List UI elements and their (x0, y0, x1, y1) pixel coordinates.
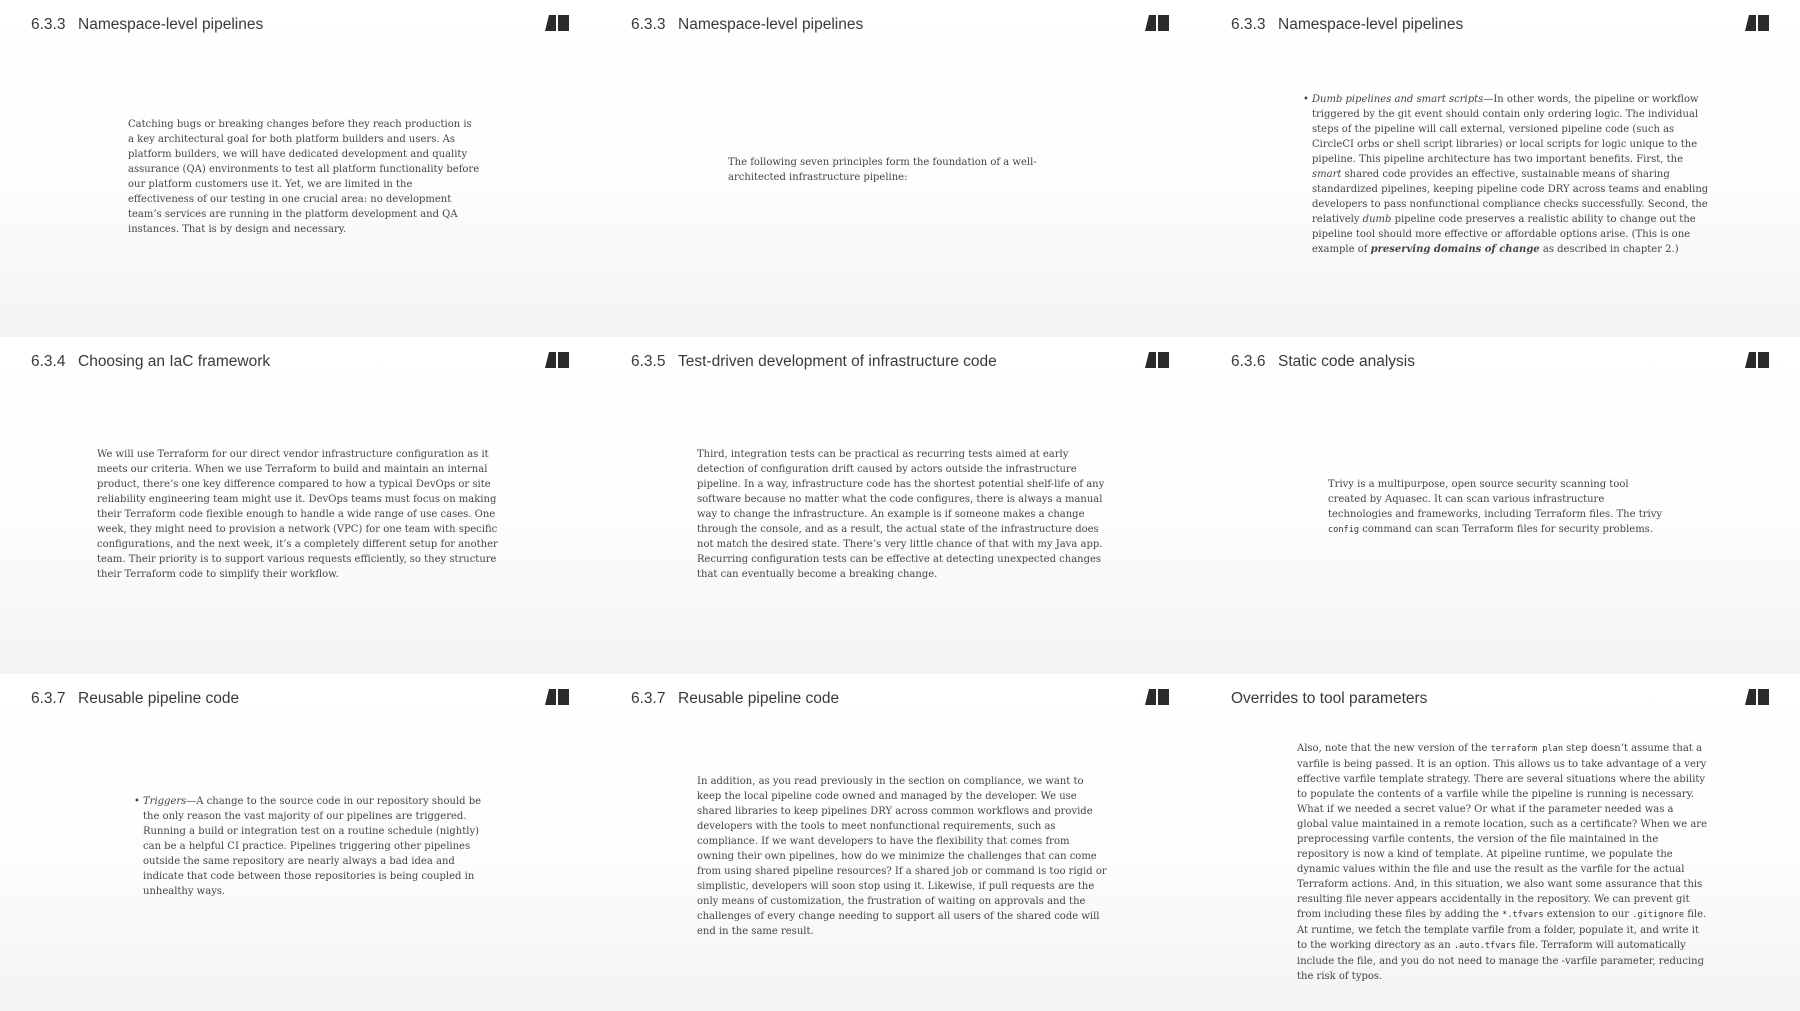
inline-code: terraform plan (1490, 744, 1563, 754)
card-header (31, 688, 580, 710)
paragraph: Catching bugs or breaking changes before they reach production is a key architectural goal for both platform builders and users. As platform builders, we will have dedicated development and quality assurance (QA) environments to test all platform functionality before our platform customers use it. Yet, we are limited in the effectiveness of our testing in one crucial area: no development team’s services are running in the platform development and QA instances. That is by design and necessary. (128, 119, 480, 235)
paragraph-text: Also, note that the new version of the (1297, 743, 1491, 754)
card-namespace-pipelines-1 (0, 0, 600, 337)
card-namespace-pipelines-3 (1200, 0, 1800, 337)
inline-code: config (1328, 525, 1360, 535)
bullet-lead: Dumb pipelines and smart scripts (1312, 94, 1484, 105)
card-header (631, 688, 1180, 710)
bullet-text: as described in chapter 2.) (1539, 244, 1679, 255)
paragraph-text: extension to our (1543, 909, 1633, 920)
card-header (31, 14, 580, 36)
paragraph: In addition, as you read previously in the section on compliance, we want to keep the local pipeline code owned and managed by the developer. We use shared libraries to keep pipelines DRY across common workflows and provide developers with the tools to meet nonfunctional requirements, such as compliance. If we want developers to have the flexibility that comes from owning their own pipelines, how do we minimize the challenges that can come from using shared pipeline resources? If a shared job or command is too rigid or simplistic, developers will soon stop using it. Likewise, if pull requests are the only means of customization, the frustration of waiting on approvals and the challenges of every change needing to support all users of the shared code will end in the same result. (697, 776, 1107, 937)
card-static-code-analysis (1200, 337, 1800, 674)
inline-code: .gitignore (1632, 910, 1685, 920)
bullet-text: pipeline code preserves a realistic ability to change out the pipeline tool should more effective or affordable options arise. (This is one example of (1312, 214, 1696, 255)
card-choosing-iac-framework (0, 337, 600, 674)
card-header (1231, 14, 1780, 36)
emphasis: smart (1312, 169, 1342, 180)
inline-code: .auto.tfvars (1453, 941, 1516, 951)
card-header (631, 351, 1180, 373)
paragraph: We will use Terraform for our direct vendor infrastructure configuration as it meets our criteria. When we use Terraform to build and maintain an internal product, there’s one key difference compared to how a typical DevOps or site reliability engineering team might use it. DevOps teams must focus on making their Terraform code flexible enough to handle a wide range of use cases. One week, they might need to provision a network (VPC) for one team with specific configurations, and the next week, it’s a completely different setup for another team. Their priority is to support various requests efficiently, so they structure their Terraform code to simplify their workflow. (97, 449, 498, 580)
book-icon[interactable] (1744, 688, 1770, 706)
section-number: 6.3.3 (631, 16, 666, 33)
emphasis: dumb (1362, 214, 1392, 225)
paragraph (1328, 477, 1668, 538)
card-header (31, 351, 580, 373)
section-title: Namespace-level pipelines (1278, 16, 1464, 33)
book-icon[interactable] (1144, 14, 1170, 32)
section-title: Reusable pipeline code (78, 690, 240, 707)
book-icon[interactable] (1744, 14, 1770, 32)
section-number: 6.3.7 (31, 690, 66, 707)
paragraph-text: step doesn’t assume that a varfile is being passed. It is an option. This allows us to take advantage of a very effective varfile template strategy. There are several situations where the ability to populate the contents of a varfile while the pipeline is running is necessary. What if we needed a secret value? Or what if the parameter needed was a global value maintained in a remote location, such as a certificate? When we are preprocessing varfile contents, the version of the file maintained in the repository is now a kind of template. At pipeline runtime, we populate the dynamic values within the file and use the result as the varfile for the actual Terraform actions. And, in this situation, we also want some assurance that this resulting file never appears accidentally in the repository. We can prevent git from including these files by adding the (1297, 743, 1707, 920)
card-header (1231, 351, 1780, 373)
section-title: Namespace-level pipelines (78, 16, 264, 33)
book-icon[interactable] (544, 688, 570, 706)
card-header (1231, 688, 1780, 710)
emphasis: preserving domains of change (1370, 244, 1540, 255)
card-reusable-pipeline-2 (600, 674, 1200, 1011)
bullet-text: —A change to the source code in our repository should be the only reason the vast majority of our pipelines are triggered. Running a build or integration test on a routine schedule (nightly) can be a helpful CI practice. Pipelines triggering other pipelines outside the same repository are nearly always a bad idea and indicate that code between those repositories is being coupled in unhealthy ways. (143, 796, 482, 897)
bullet-item (1303, 92, 1714, 257)
section-title: Choosing an IaC framework (78, 353, 271, 370)
paragraph: The following seven principles form the foundation of a well-architected infrastructure pipeline: (728, 157, 1037, 183)
card-overrides-tool-parameters (1200, 674, 1800, 1011)
section-number: 6.3.6 (1231, 353, 1266, 370)
section-title: Static code analysis (1278, 353, 1415, 370)
bullet-icon: • (1303, 94, 1309, 105)
section-title: Test-driven development of infrastructure code (678, 353, 997, 370)
paragraph-text: file. At runtime, we fetch the template varfile from a folder, populate it, and write it to the working directory as an (1297, 909, 1707, 951)
paragraph-text: Trivy is a multipurpose, open source security scanning tool created by Aquasec. It can scan various infrastructure technologies and frameworks, including Terraform files. The trivy (1328, 479, 1662, 520)
book-icon[interactable] (1144, 688, 1170, 706)
book-icon[interactable] (1744, 351, 1770, 369)
section-title: Namespace-level pipelines (678, 16, 864, 33)
section-title: Overrides to tool parameters (1231, 690, 1428, 707)
paragraph-text: file. Terraform will automatically include the file, and you do not need to manage the -varfile parameter, reducing the risk of typos. (1297, 940, 1704, 982)
book-icon[interactable] (544, 14, 570, 32)
card-reusable-pipeline-1 (0, 674, 600, 1011)
paragraph-text: command can scan Terraform files for security problems. (1359, 524, 1653, 535)
card-namespace-pipelines-2 (600, 0, 1200, 337)
bullet-text: shared code provides an effective, sustainable means of sharing standardized pipelines, keeping pipeline code DRY across teams and enabling developers to pass nonfunctional compliance checks successfully. Second, the relatively (1312, 169, 1709, 225)
section-title: Reusable pipeline code (678, 690, 840, 707)
section-number: 6.3.7 (631, 690, 666, 707)
section-number: 6.3.4 (31, 353, 66, 370)
bullet-text: —In other words, the pipeline or workflow triggered by the git event should contain only ordering logic. The individual steps of the pipeline will call external, versioned pipeline code (such as CircleCI orbs or shell script libraries) or local scripts for logic unique to the pipeline. This pipeline architecture has two important benefits. First, the (1312, 94, 1699, 165)
bullet-lead: Triggers (143, 796, 187, 807)
book-icon[interactable] (544, 351, 570, 369)
bullet-item (134, 794, 483, 899)
section-number: 6.3.3 (1231, 16, 1266, 33)
inline-code: *.tfvars (1502, 910, 1544, 920)
section-number: 6.3.3 (31, 16, 66, 33)
paragraph: Third, integration tests can be practical as recurring tests aimed at early detection of configuration drift caused by actors outside the infrastructure pipeline. In a way, infrastructure code has the shortest potential shelf-life of any software because no matter what the code configures, there is always a manual way to change the infrastructure. An example is if someone makes a change through the console, and as a result, the actual state of the infrastructure does not match the desired state. There’s very little chance of that with my Java app. Recurring configuration tests can be effective at detecting unexpected changes that can eventually become a breaking change. (697, 449, 1105, 580)
bullet-icon: • (134, 796, 140, 807)
card-header (631, 14, 1180, 36)
paragraph (1297, 741, 1707, 984)
section-number: 6.3.5 (631, 353, 666, 370)
book-icon[interactable] (1144, 351, 1170, 369)
card-tdd-infrastructure (600, 337, 1200, 674)
